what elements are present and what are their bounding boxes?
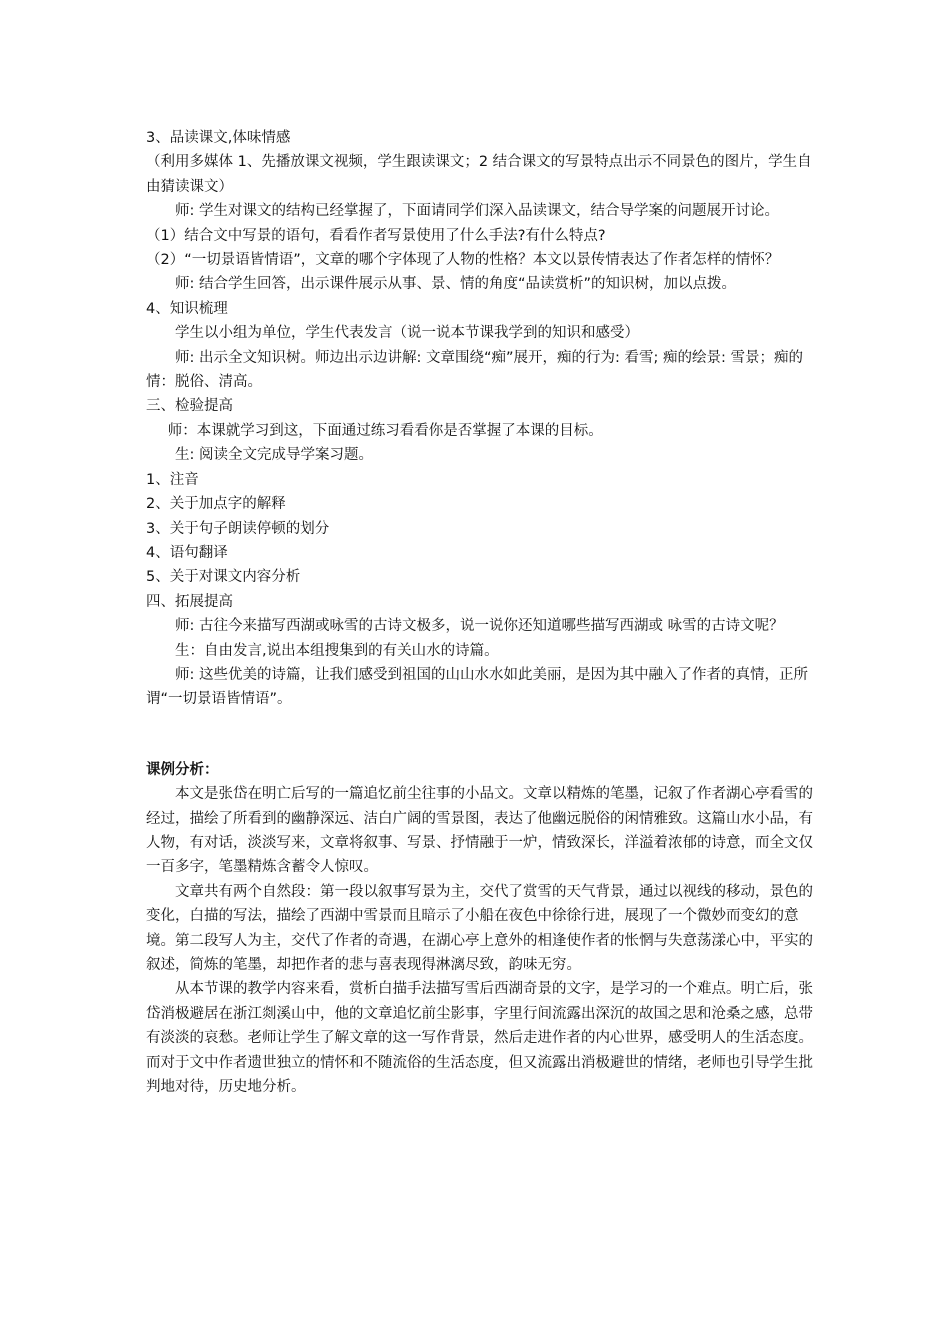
exercise-item: 2、关于加点字的解释 (146, 496, 286, 513)
document-page (146, 126, 814, 1099)
exercise-item: 4、语句翻译 (146, 544, 228, 561)
analysis-title: 课例分析： (146, 761, 219, 778)
question-2: （2）“一切景语皆情语”，文章的哪个字体现了人物的性格？本文以景传情表达了作者怎样的情怀？ (146, 252, 780, 269)
teacher-line-knowledge-tree: 师: 结合学生回答，出示课件展示从事、景、情的角度“品读赏析”的知识树，加以点拨。 (175, 276, 737, 293)
student-line-exercises: 生: 阅读全文完成导学案习题。 (175, 447, 373, 464)
exercise-item: 3、关于句子朗读停顿的划分 (146, 520, 330, 537)
analysis-paragraph-1: 本文是张岱在明亡后写的一篇追忆前尘往事的小品文。文章以精炼的笔墨，记叙了作者湖心亭看雪的经过，描绘了所看到的幽静深远、洁白广阔的雪景图，表达了他幽远脱俗的闲情雅致。这篇山水小品，有人物，有对话，淡淡写来，文章将叙事、写景、抒情融于一炉，情致深长，洋溢着浓郁的诗意，而全文仅一百多字，笔墨精炼含蓄令人惊叹。 (146, 786, 813, 876)
teacher-line-practice: 师：本课就学习到这，下面通过练习看看你是否掌握了本课的目标。 (167, 422, 603, 439)
section-spacer (146, 712, 814, 758)
student-line-free-speech: 生：自由发言,说出本组搜集到的有关山水的诗篇。 (175, 642, 499, 659)
teacher-line-poems: 师: 古往今来描写西湖或咏雪的古诗文极多，说一说你还知道哪些描写西湖或 咏雪的古诗文呢？ (175, 618, 784, 635)
section-4-title: 4、知识梳理 (146, 300, 228, 317)
students-line-groups: 学生以小组为单位，学生代表发言（说一说本节课我学到的知识和感受） (175, 325, 639, 342)
analysis-paragraph-3: 从本节课的教学内容来看，赏析白描手法描写雪后西湖奇景的文字，是学习的一个难点。明亡后，张岱消极避居在浙江剡溪山中，他的文章追忆前尘影事，字里行间流露出深沉的故国之思和沧桑之感，总带有淡淡的哀愁。老师让学生了解文章的这一写作背景，然后走进作者的内心世界，感受明人的生活态度。而对于文中作者遗世独立的情怀和不随流俗的生活态度，但又流露出消极避世的情绪，老师也引导学生批判地对待，历史地分析。 (146, 981, 813, 1096)
teacher-line-discussion: 师: 学生对课文的结构已经掌握了，下面请同学们深入品读课文，结合导学案的问题展开讨论。 (175, 203, 779, 220)
heading-extension: 四、拓展提高 (146, 593, 233, 610)
analysis-paragraph-2: 文章共有两个自然段：第一段以叙事写景为主，交代了赏雪的天气背景，通过以视线的移动，景色的变化，白描的写法，描绘了西湖中雪景而且暗示了小船在夜色中徐徐行进，展现了一个微妙而变幻的意境。第二段写人为主，交代了作者的奇遇，在湖心亭上意外的相逢使作者的怅惘与失意荡漾心中，平实的叙述，简炼的笔墨，却把作者的悲与喜表现得淋漓尽致，韵味无穷。 (146, 883, 813, 973)
question-1: （1）结合文中写景的语句，看看作者写景使用了什么手法?有什么特点? (146, 227, 606, 244)
heading-check-improve: 三、检验提高 (146, 398, 233, 415)
exercise-item: 5、关于对课文内容分析 (146, 569, 301, 586)
teacher-line-conclusion: 师: 这些优美的诗篇，让我们感受到祖国的山山水水如此美丽，是因为其中融入了作者的真情，正所谓“一切景语皆情语”。 (146, 666, 808, 708)
teacher-line-full-tree: 师: 出示全文知识树。师边出示边讲解: 文章围绕“痴”展开，痴的行为: 看雪; 痴的绘景: 雪景；痴的情：脱俗、清高。 (146, 349, 803, 391)
section-3-title: 3、品读课文,体味情感 (146, 130, 291, 146)
media-instructions: （利用多媒体 1、先播放课文视频，学生跟读课文；2 结合课文的写景特点出示不同景色的图片，学生自由猜读课文） (146, 154, 812, 195)
exercise-item: 1、注音 (146, 471, 199, 488)
